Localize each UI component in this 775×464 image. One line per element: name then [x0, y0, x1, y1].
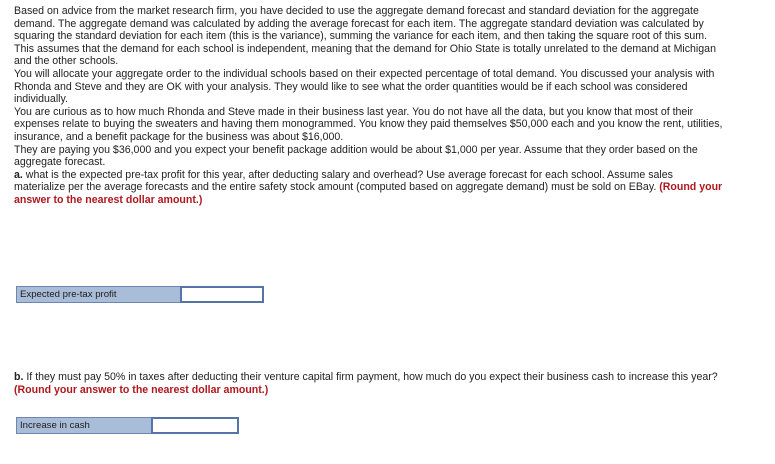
problem-content — [14, 5, 726, 396]
answer-row-increase-in-cash — [16, 417, 239, 434]
answer-row-pretax-profit — [16, 286, 264, 303]
question-b-letter: b. — [14, 371, 24, 383]
increase-in-cash-label: Increase in cash — [16, 417, 151, 434]
question-b — [14, 371, 726, 396]
question-a-text: what is the expected pre-tax profit for this year, after deducting salary and overhead? Use average forecast for each school. Assume sales materialize per the average forecasts and the entire safety stock amount (computed based on aggregate demand) must be sold on EBay. — [14, 168, 673, 194]
increase-in-cash-input[interactable] — [151, 417, 239, 434]
pretax-profit-input[interactable] — [180, 286, 264, 303]
question-a — [14, 169, 726, 207]
question-a-rounding-note: (Round your answer to the nearest dollar amount.) — [14, 181, 723, 206]
pretax-profit-label: Expected pre-tax profit — [16, 286, 180, 303]
question-b-rounding-note: (Round your answer to the nearest dollar amount.) — [14, 383, 269, 396]
question-a-letter: a. — [14, 168, 23, 181]
paragraph-allocation: You will allocate your aggregate order to the individual schools based on their expected percentage of total demand. You discussed your analysis with Rhonda and Steve and they are OK with your analysis. They would like to see what the order quantities would be if each school was considered individually. — [14, 67, 715, 106]
paragraph-expenses: You are curious as to how much Rhonda and Steve made in their business last year. You do not have all the data, but you know that most of their expenses relate to buying the sweaters and having them monogrammed. You know they paid themselves $50,000 each and you know the rent, utilities, insurance, and a benefit package for the business was about $16,000. — [14, 105, 723, 143]
question-b-text: If they must pay 50% in taxes after deducting their venture capital firm payment, how much do you expect their business cash to increase this year? — [23, 371, 718, 383]
paragraph-aggregate-demand: Based on advice from the market research firm, you have decided to use the aggregate demand forecast and standard deviation for the aggregate demand. The aggregate demand was calculated by adding the average forecast for each item. The aggregate standard deviation was calculated by squaring the standard deviation for each item (this is the variance), summing the variance for each item, and then taking the square root of this sum. This assumes that the demand for each school is independent, meaning that the demand for Ohio State is totally unrelated to the demand at Michigan and the other schools. — [14, 5, 716, 68]
paragraph-salary: They are paying you $36,000 and you expect your benefit package addition would be about $1,000 per year. Assume that they order based on the aggregate forecast. — [14, 143, 698, 169]
